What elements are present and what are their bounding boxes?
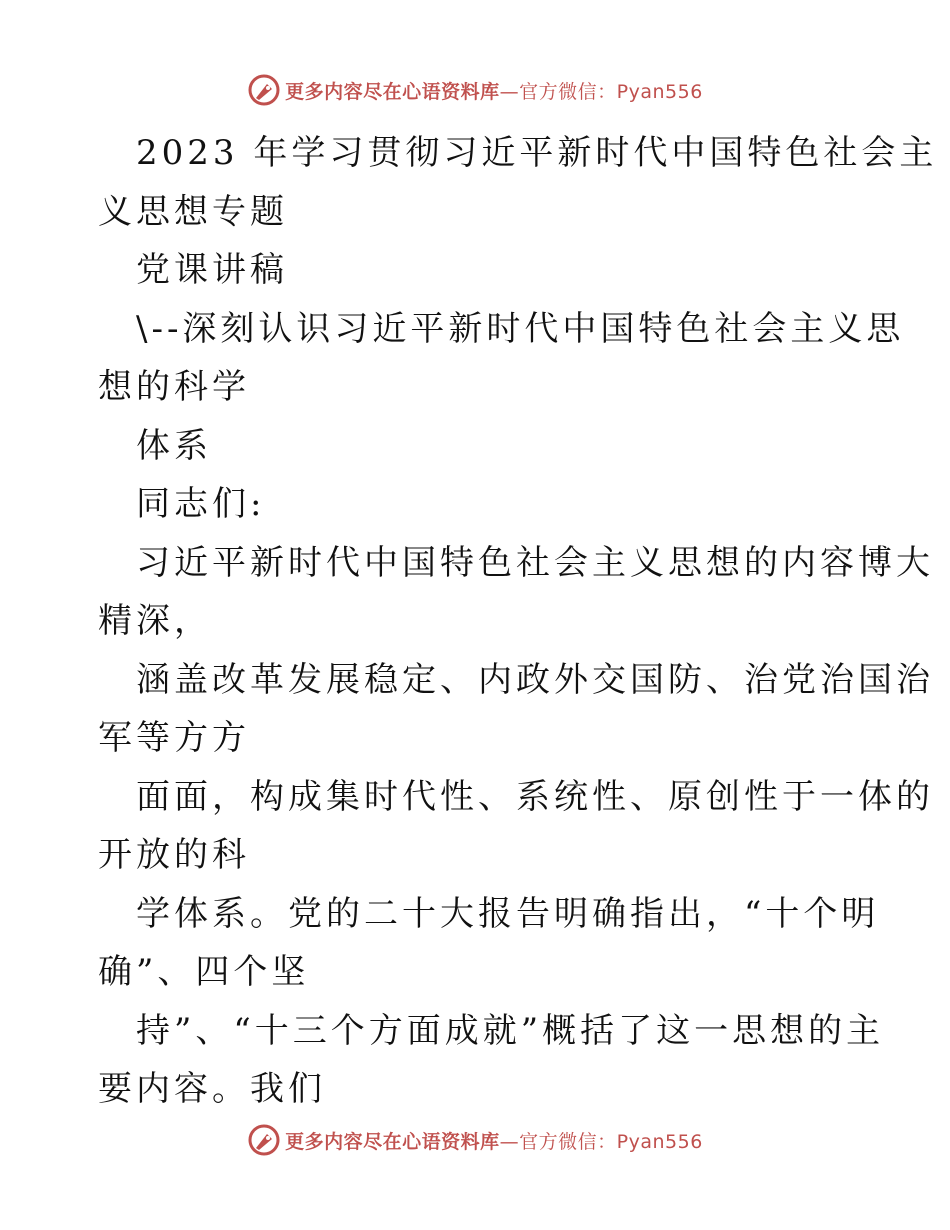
banner-main-text: 更多内容尽在心语资料库 [285,80,500,103]
banner-main-text: 更多内容尽在心语资料库 [285,1130,500,1153]
text-line: 2023 年学习贯彻习近平新时代中国特色社会主 [136,133,938,173]
text-line: 习近平新时代中国特色社会主义思想的内容博大 [136,542,934,583]
text-line: \--深刻认识习近平新时代中国特色社会主义思 [136,308,905,349]
banner-suffix-text: —官方微信：Pyan556 [499,1130,703,1153]
text-line: 要内容。我们 [98,1069,326,1109]
text-line: 想的科学 [98,367,250,407]
pen-nib-logo-icon [247,73,281,107]
pen-nib-logo-icon [247,1123,281,1157]
text-line: 体系 [136,425,212,466]
banner-suffix-text: —官方微信：Pyan556 [499,80,703,103]
text-line: 涵盖改革发展稳定、内政外交国防、治党治国治 [136,659,934,700]
text-line: 精深， [98,601,212,641]
header-banner [0,70,950,110]
text-line: 确”、四个坚 [98,952,310,992]
text-line: 开放的科 [98,835,250,875]
footer-banner [0,1120,950,1160]
text-line: 党课讲稿 [136,250,288,290]
text-line: 持”、“十三个方面成就”概括了这一思想的主 [136,1010,885,1051]
text-line: 军等方方 [98,718,250,758]
text-line: 同志们: [136,484,266,524]
document-body [98,124,938,1119]
text-line: 义思想专题 [98,191,288,232]
text-line: 面面，构成集时代性、系统性、原创性于一体的 [136,776,934,817]
text-line: 学体系。党的二十大报告明确指出，“十个明 [136,893,880,934]
